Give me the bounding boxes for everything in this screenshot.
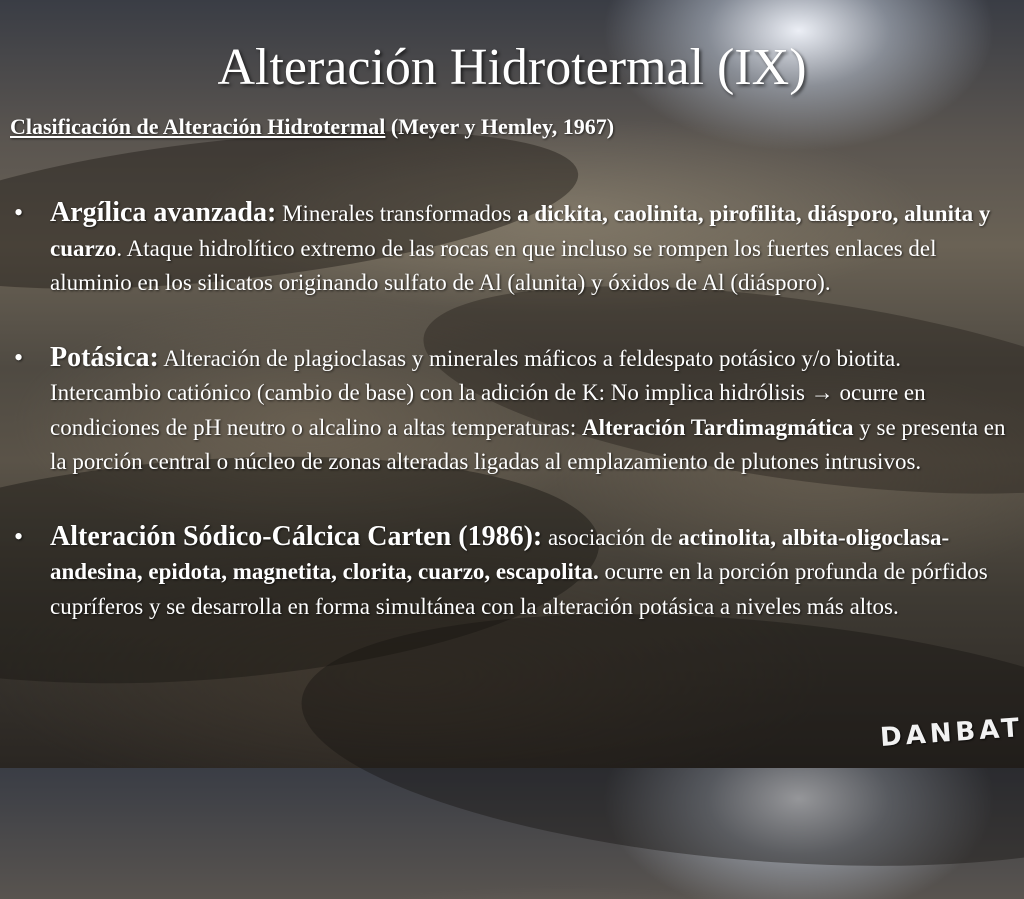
bullet-text: ocurre en la porción profunda de pórfidos cupríferos y se desarrolla en forma simultánea con la alteración potásica a niveles más altos. [50,559,988,619]
subtitle-underlined: Clasificación de Alteración Hidrotermal [10,114,386,139]
bullet-text: . Ataque hidrolítico extremo de las rocas en que incluso se rompen los fuertes enlaces del aluminio en los silicatos originando sulfato de Al (alunita) y óxidos de Al (diásporo). [50,235,937,295]
bullet-heading: Potásica: [50,341,159,373]
bullet-text: Minerales transformados [276,201,518,226]
bullet-heading: Alteración Sódico-Cálcica Carten (1986): [50,520,543,552]
bullet-list [10,196,1010,624]
slide-title: Alteración Hidrotermal (IX) [217,39,807,96]
bullet-text: asociación de [542,524,679,550]
bullet-text: Alteración de plagioclasas y minerales máficos a feldespato potásico y/o biotita. Intercambio catiónico (cambio de base) con la adición de K: No implica hidrólisis [50,345,902,405]
bullet-marker: • [14,521,24,551]
danbat-logo: DANBAT [879,713,1024,753]
bullet-heading: Argílica avanzada: [50,197,277,228]
subtitle-reference: (Meyer y Hemley, 1967) [385,114,615,139]
bullet-text: ocurre en condiciones de pH neutro o alcalino a altas temperaturas: [50,380,926,440]
bullet-bold-text: Alteración Tardimagmática [582,414,854,440]
bullet-marker: • [14,198,24,227]
bullet-sodico-calcica [10,520,1010,625]
bullet-bold-text: a dickita, caolinita, pirofilita, diásporo, alunita y cuarzo [50,201,991,261]
slide-subtitle [10,112,614,142]
bullet-marker: • [14,342,24,372]
bullet-bold-text: actinolita, albita-oligoclasa- andesina, epidota, magnetita, clorita, cuarzo, escapolita. [50,524,950,584]
bullet-text: y se presenta en la porción central o núcleo de zonas alteradas ligadas al emplazamiento de plutones intrusivos. [50,414,1006,474]
arrow-icon: → [810,380,834,405]
bullet-potasica [10,341,1010,480]
bullet-argilica-avanzada [10,196,1010,301]
